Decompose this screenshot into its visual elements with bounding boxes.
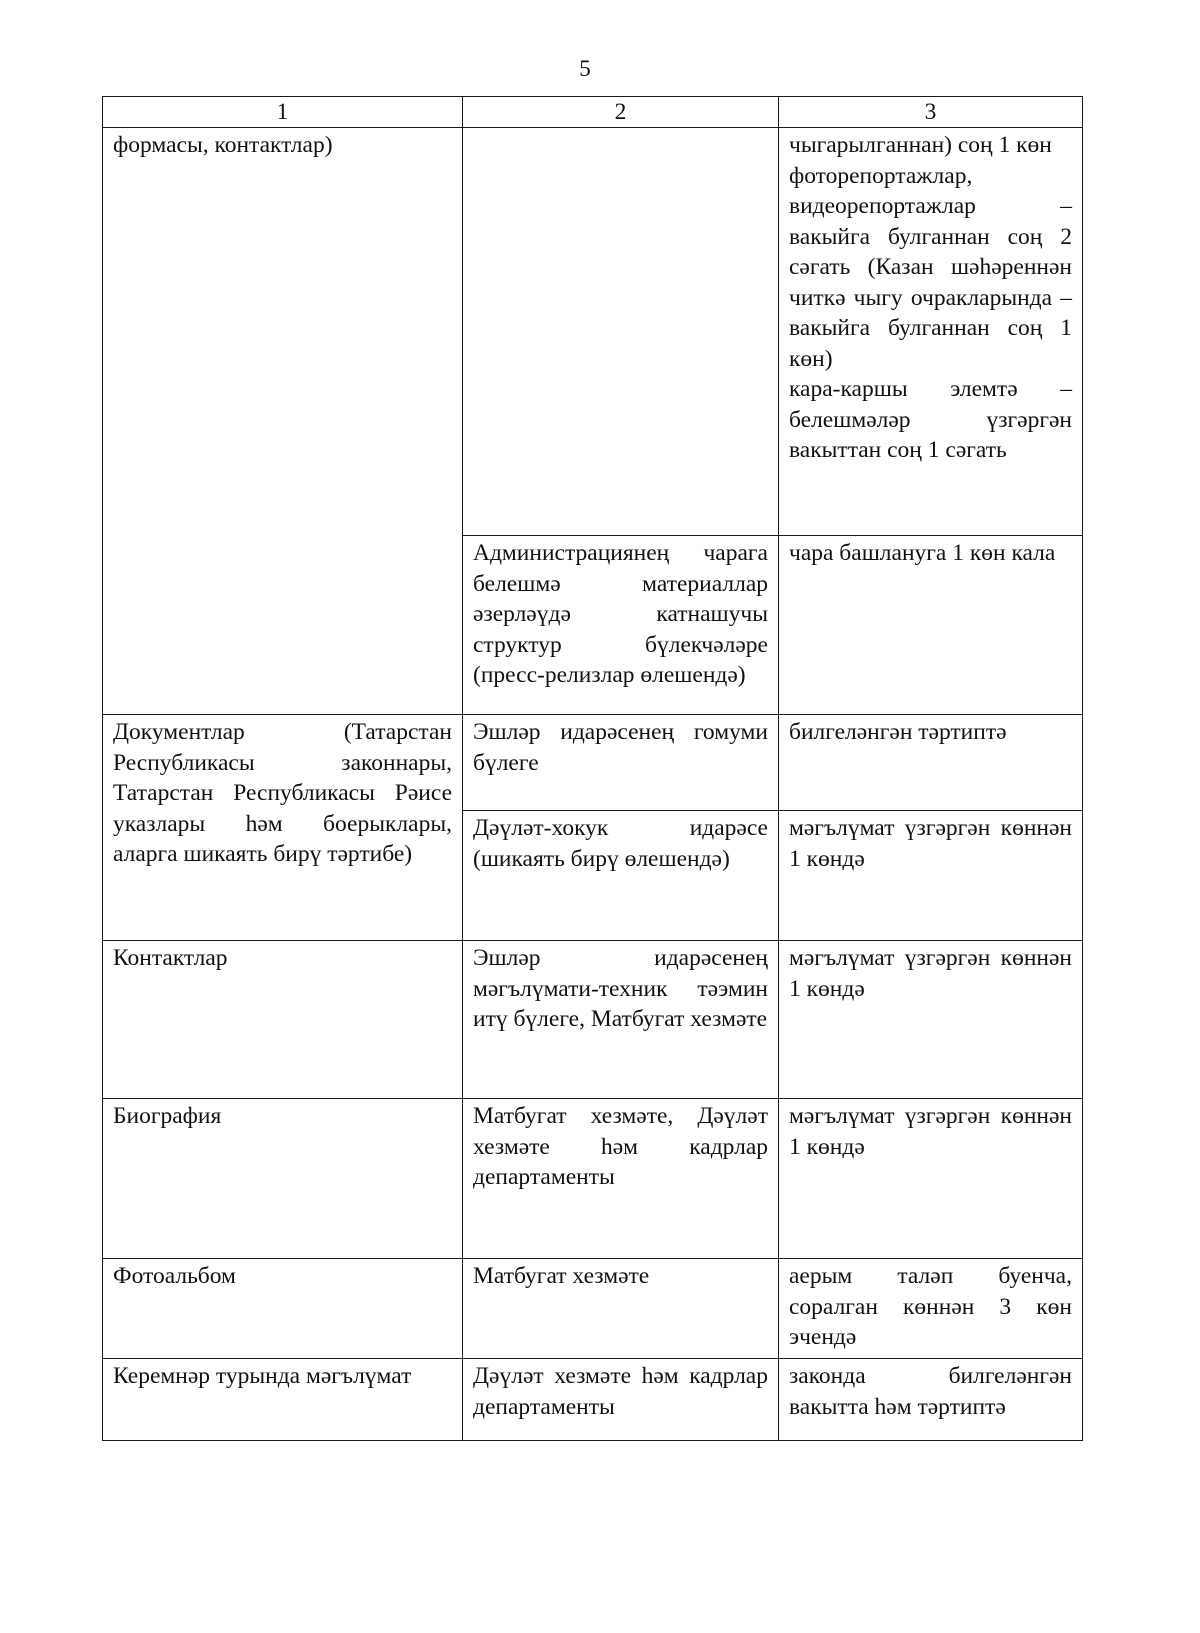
- table-cell-deadline: мәгълүмат үзгәргән көннән 1 көндә: [779, 1099, 1083, 1259]
- table-cell-deadline: билгеләнгән тәртиптә: [779, 715, 1083, 811]
- table-cell-deadline: чыгарылганнан) соң 1 көн фоторепортажлар, видеорепортажлар – вакыйга булганнан соң 2 сәгать (Казан шәһәреннән читкә чыгу очракларында – вакыйга булганнан соң 1 көн) кара-каршы элемтә – белешмәләр үзгәргән вакыттан соң 1 сәгать: [779, 128, 1083, 536]
- table-cell-deadline: мәгълүмат үзгәргән көннән 1 көндә: [779, 811, 1083, 941]
- column-header-2: 2: [463, 97, 779, 128]
- table-cell-deadline: аерым таләп буенча, соралган көннән 3 көн эчендә: [779, 1259, 1083, 1359]
- table-cell-section: Фотоальбом: [103, 1259, 463, 1359]
- table-cell-deadline: законда билгеләнгән вакытта һәм тәртиптә: [779, 1359, 1083, 1441]
- table-row: [103, 1359, 1083, 1441]
- table-cell-section: Документлар (Татарстан Республикасы законнары, Татарстан Республикасы Рәисе указлары һәм боерыклары, аларга шикаять бирү тәртибе): [103, 715, 463, 941]
- column-header-1: 1: [103, 97, 463, 128]
- table-cell-responsible: Эшләр идарәсенең гомуми бүлеге: [463, 715, 779, 811]
- table-cell-responsible: [463, 128, 779, 536]
- table-cell-responsible: Дәүләт хезмәте һәм кадрлар департаменты: [463, 1359, 779, 1441]
- table-cell-responsible: Эшләр идарәсенең мәгълүмати-техник тәэмин итү бүлеге, Матбугат хезмәте: [463, 941, 779, 1099]
- table-cell-responsible: Администрациянең чарага белешмә материаллар әзерләүдә катнашучы структур бүлекчәләре (пресс-релизлар өлешендә): [463, 536, 779, 715]
- table-row: [103, 128, 1083, 536]
- table-cell-section: Биография: [103, 1099, 463, 1259]
- table-row: [103, 941, 1083, 1099]
- table-header-row: [103, 97, 1083, 128]
- page-number: 5: [579, 56, 591, 81]
- table-row: [103, 1099, 1083, 1259]
- table-cell-responsible: Дәүләт-хокук идарәсе (шикаять бирү өлешендә): [463, 811, 779, 941]
- table-cell-deadline: чара башлануга 1 көн кала: [779, 536, 1083, 715]
- table-cell-responsible: Матбугат хезмәте: [463, 1259, 779, 1359]
- table-row: [103, 536, 1083, 715]
- table-row: [103, 715, 1083, 811]
- column-header-3: 3: [779, 97, 1083, 128]
- document-table: [102, 96, 1083, 1441]
- table-cell-responsible: Матбугат хезмәте, Дәүләт хезмәте һәм кадрлар департаменты: [463, 1099, 779, 1259]
- table-row: [103, 1259, 1083, 1359]
- table-cell-deadline: мәгълүмат үзгәргән көннән 1 көндә: [779, 941, 1083, 1099]
- table-cell-section: Керемнәр турында мәгълүмат: [103, 1359, 463, 1441]
- table-cell-section: [103, 536, 463, 715]
- table-cell-section: Контактлар: [103, 941, 463, 1099]
- table-cell-section: формасы, контактлар): [103, 128, 463, 536]
